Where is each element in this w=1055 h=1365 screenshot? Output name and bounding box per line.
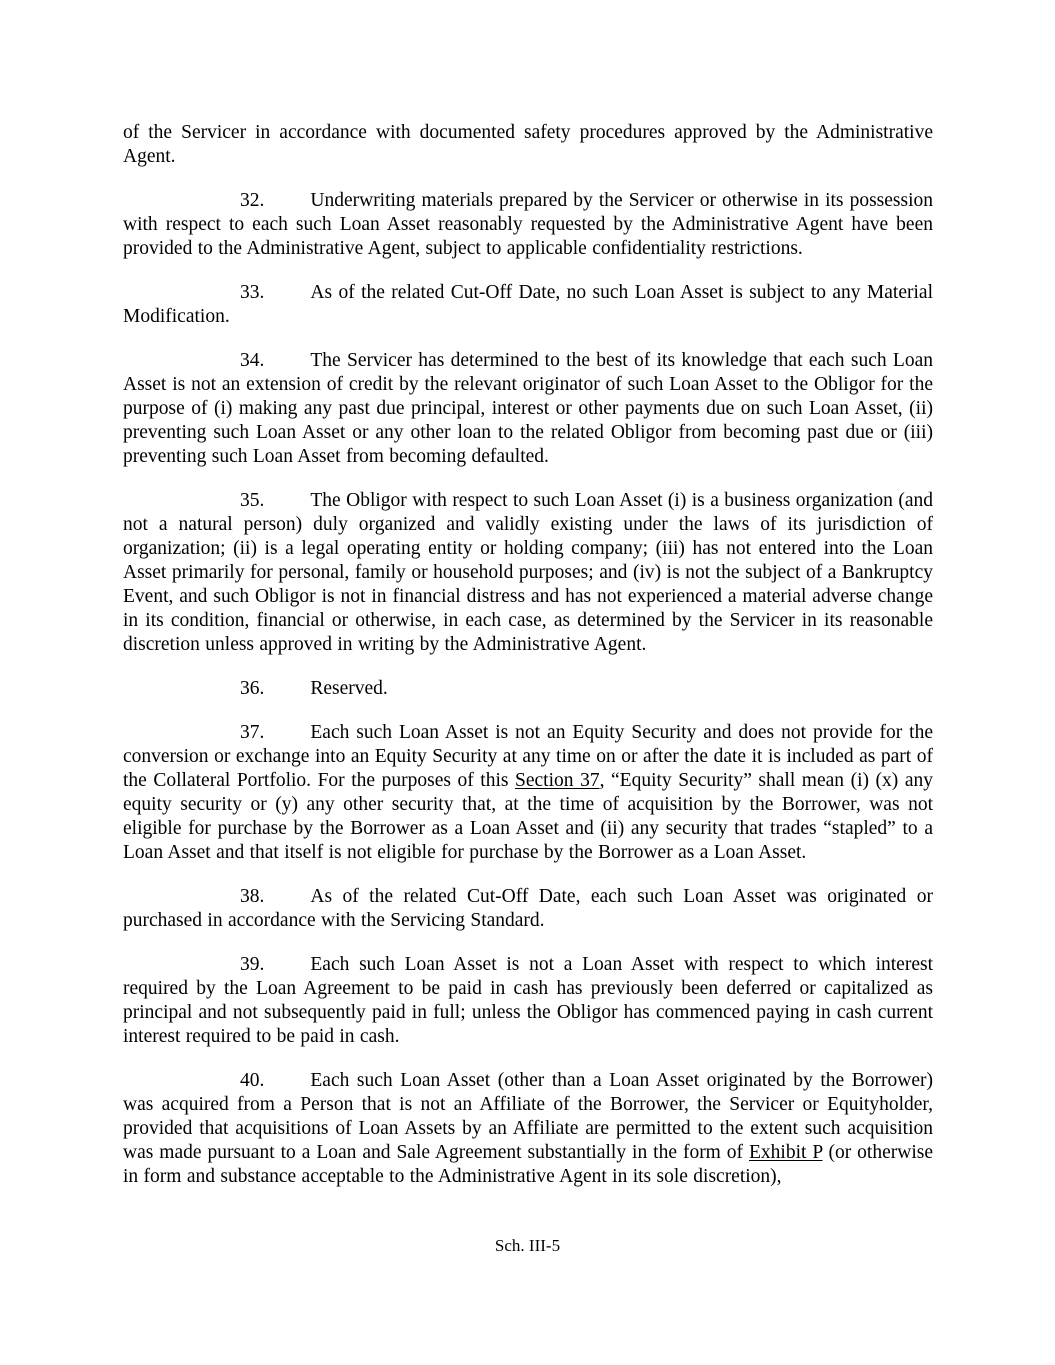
paragraph-text: The Servicer has determined to the best of its knowledge that each such Loan Asset is not an extension of credit by the relevant originator of such Loan Asset to the Obligor for the purpose of (i) making any past due principal, interest or other payments due on such Loan Asset, (ii) preventing such Loan Asset or any other loan to the related Obligor from becoming past due or (iii) preventing such Loan Asset from becoming defaulted. bbox=[123, 350, 933, 467]
paragraph-number: 34. bbox=[240, 350, 265, 371]
continuation-paragraph bbox=[123, 121, 933, 169]
paragraph-text: The Obligor with respect to such Loan Asset (i) is a business organization (and not a natural person) duly organized and validly existing under the laws of its jurisdiction of organization; (ii) is a legal operating entity or holding company; (iii) has not entered into the Loan Asset primarily for personal, family or household purposes; and (iv) is not the subject of a Bankruptcy Event, and such Obligor is not in financial distress and has not experienced a material adverse change in its condition, financial or otherwise, in each case, as determined by the Servicer in its reasonable discretion unless approved in writing by the Administrative Agent. bbox=[123, 490, 933, 655]
numbered-paragraph bbox=[123, 489, 933, 657]
numbered-paragraph bbox=[123, 189, 933, 261]
paragraph-text: Reserved. bbox=[310, 678, 388, 699]
paragraph-number: 36. bbox=[240, 678, 265, 699]
numbered-paragraph bbox=[123, 721, 933, 865]
numbered-paragraph bbox=[123, 885, 933, 933]
paragraph-text: Underwriting materials prepared by the Servicer or otherwise in its possession with respect to each such Loan Asset reasonably requested by the Administrative Agent have been provided to the Administrative Agent, subject to applicable confidentiality restrictions. bbox=[123, 190, 933, 259]
page-footer-label: Sch. III-5 bbox=[494, 1236, 561, 1255]
paragraph-text: of the Servicer in accordance with documented safety procedures approved by the Administrative Agent. bbox=[123, 122, 933, 167]
paragraph-number: 38. bbox=[240, 886, 265, 907]
numbered-paragraph bbox=[123, 281, 933, 329]
paragraph-text: (or otherwise in form and substance acceptable to the Administrative Agent in its sole discretion), bbox=[123, 1142, 933, 1187]
document-body bbox=[123, 121, 933, 1209]
underlined-reference: Section 37 bbox=[515, 770, 600, 791]
paragraph-text: Each such Loan Asset (other than a Loan Asset originated by the Borrower) was acquired from a Person that is not an Affiliate of the Borrower, the Servicer or Equityholder, provided that acquisitions of Loan Assets by an Affiliate are permitted to the extent such acquisition was made pursuant to a Loan and Sale Agreement substantially in the form of bbox=[123, 1070, 933, 1163]
paragraph-text: Each such Loan Asset is not a Loan Asset with respect to which interest required by the Loan Agreement to be paid in cash has previously been deferred or capitalized as principal and not subsequently paid in full; unless the Obligor has commenced paying in cash current interest required to be paid in cash. bbox=[123, 954, 933, 1047]
numbered-paragraph bbox=[123, 1069, 933, 1189]
paragraph-number: 32. bbox=[240, 190, 265, 211]
numbered-paragraph bbox=[123, 677, 933, 701]
paragraph-number: 40. bbox=[240, 1070, 265, 1091]
numbered-paragraph bbox=[123, 953, 933, 1049]
numbered-paragraph bbox=[123, 349, 933, 469]
paragraph-text: As of the related Cut-Off Date, each such Loan Asset was originated or purchased in accordance with the Servicing Standard. bbox=[123, 886, 933, 931]
paragraph-number: 35. bbox=[240, 490, 265, 511]
paragraph-number: 39. bbox=[240, 954, 265, 975]
paragraph-text: , “Equity Security” shall mean (i) (x) any equity security or (y) any other security that, at the time of acquisition by the Borrower, was not eligible for purchase by the Borrower as a Loan Asset and (ii) any security that trades “stapled” to a Loan Asset and that itself is not eligible for purchase by the Borrower as a Loan Asset. bbox=[123, 770, 933, 863]
paragraph-text: As of the related Cut-Off Date, no such Loan Asset is subject to any Material Modification. bbox=[123, 282, 933, 327]
underlined-reference: Exhibit P bbox=[749, 1142, 823, 1163]
paragraph-number: 37. bbox=[240, 722, 265, 743]
paragraph-number: 33. bbox=[240, 282, 265, 303]
paragraph-text: Each such Loan Asset is not an Equity Security and does not provide for the conversion or exchange into an Equity Security at any time on or after the date it is included as part of the Collateral Portfolio. For the purposes of this bbox=[123, 722, 933, 791]
